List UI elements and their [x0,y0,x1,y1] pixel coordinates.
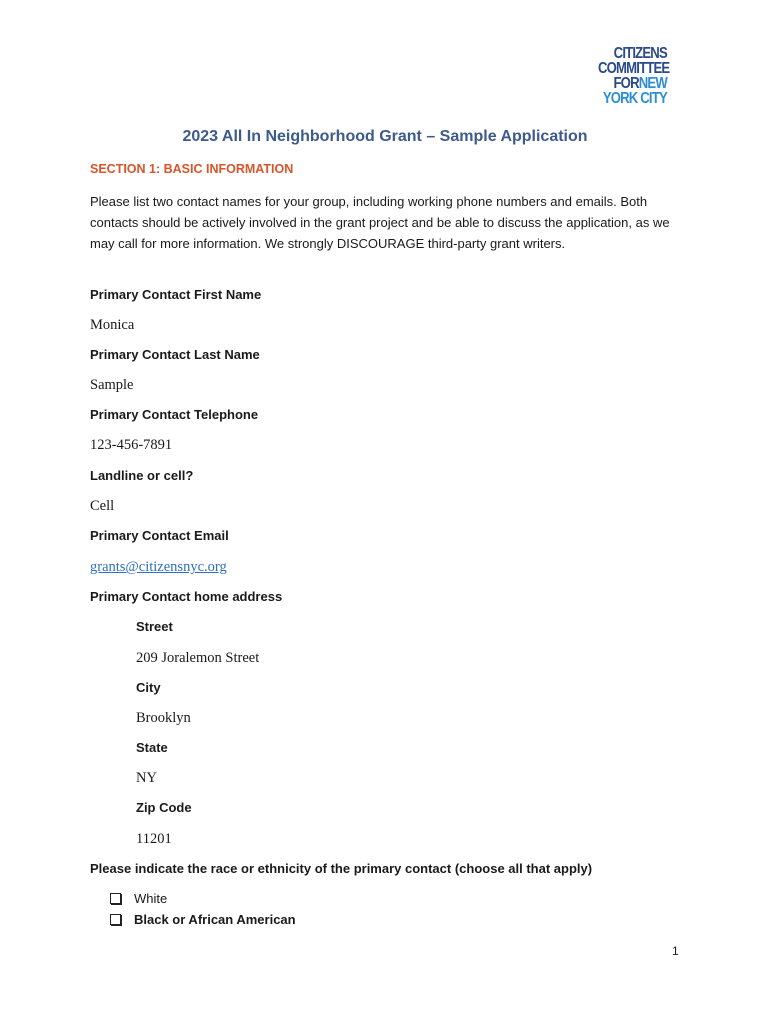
email-link[interactable]: grants@citizensnyc.org [90,559,227,575]
citizens-committee-logo [598,45,670,107]
race-option-label: White [134,891,168,906]
race-option-black[interactable] [110,912,296,927]
city-label: City [136,680,161,695]
page-number: 1 [672,944,679,958]
zip-value: 11201 [136,831,172,847]
state-value: NY [136,770,157,786]
telephone-label: Primary Contact Telephone [90,407,259,422]
phone-type-value: Cell [90,498,115,514]
first-name-label: Primary Contact First Name [90,287,262,302]
race-question: Please indicate the race or ethnicity of the primary contact (choose all that apply) [90,861,593,876]
zip-label: Zip Code [136,800,192,815]
race-option-white[interactable] [110,891,167,906]
page-title: 2023 All In Neighborhood Grant – Sample Application [182,128,588,145]
race-option-label: Black or African American [134,912,296,927]
state-label: State [136,740,168,755]
intro-paragraph: Please list two contact names for your group, including working phone numbers and emails. Both contacts should be actively involved in the grant project and be able to discuss the application, as we may call for more information. We strongly DISCOURAGE third-party grant writers. [90,194,670,251]
logo-line-4: YORK CITY [602,90,667,107]
logo-line-2: COMMITTEE [598,60,670,77]
telephone-value: 123-456-7891 [90,437,173,453]
logo-line-1: CITIZENS [613,45,667,62]
phone-type-label: Landline or cell? [90,468,194,483]
first-name-value: Monica [90,317,135,333]
section-heading: SECTION 1: BASIC INFORMATION [90,162,294,176]
logo-line-3: FORNEW [613,75,667,92]
street-label: Street [136,619,173,634]
home-address-label: Primary Contact home address [90,589,283,604]
checkbox-icon[interactable] [110,893,121,904]
last-name-value: Sample [90,377,134,393]
street-value: 209 Joralemon Street [136,650,260,666]
city-value: Brooklyn [136,710,191,726]
checkbox-icon[interactable] [110,914,121,925]
last-name-label: Primary Contact Last Name [90,347,260,362]
email-label: Primary Contact Email [90,528,229,543]
